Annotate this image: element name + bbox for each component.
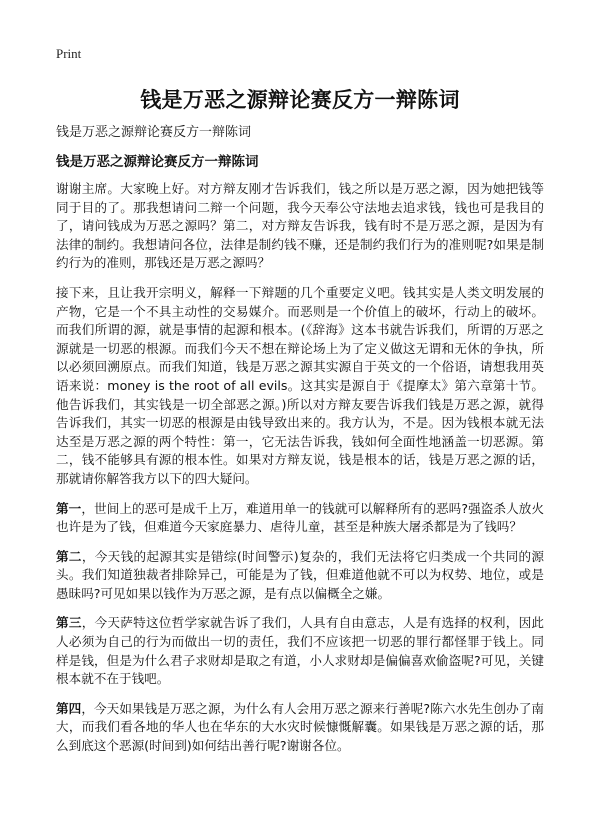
paragraph-lead: 第四	[56, 700, 82, 716]
paragraph-lead: 第三	[56, 615, 82, 631]
print-link[interactable]: Print	[56, 46, 82, 61]
paragraph-text: 接下来，且让我开宗明义，解释一下辩题的几个重要定义吧。钱其实是人类文明发展的产物，它是一个不具主动性的交易媒介。而恶则是一个价值上的破坏，行动上的破坏。而我们所谓的源，就是事情的起源和根本。(《辞海》这本书就告诉我们，所谓的万恶之源就是一切恶的根源。而我们今天不想在辩论场上为了定义做这无谓和无休的争执，所以必须回溯原点。而我们知道，钱是万恶之源其实源自于英文的一个俗语，请想我用英语来说：money is the root of all evils。这其实是源自于《提摩太》第六章第十节。他告诉我们，其实钱是一切全部恶之源。)所以对方辩友要告诉我们钱是万恶之源，就得告诉我们，其实一切恶的根源是由钱导致出来的。我方认为，不是。因为钱根本就无法达至是万恶之源的两个特性：第一，它无法告诉我，钱如何全面性地涵盖一切恶源。第二，钱不能够具有源的根本性。如果对方辩友说，钱是根本的话，钱是万恶之源的话，那就请你解答我方以下的四大疑问。	[56, 284, 544, 486]
paragraph-text: ，今天萨特这位哲学家就告诉了我们，人具有自由意志，人是有选择的权利，因此人必须为自己的行为而做出一切的责任，我们不应该把一切恶的罪行都怪罪于钱上。同样是钱，但是为什么君子求财却是取之有道，小人求财却是偏偏喜欢偷盗呢?可见，关键根本就不在于钱吧。	[56, 615, 545, 687]
paragraph-definitions	[56, 284, 544, 489]
paragraph-point-3	[56, 614, 544, 688]
paragraph-lead: 第二	[56, 548, 82, 564]
paragraph-point-2	[56, 548, 544, 604]
paragraph-intro	[56, 180, 544, 273]
paragraph-text: ，世间上的恶可是成千上万，难道用单一的钱就可以解释所有的恶吗?强盗杀人放火也许是为了钱，但难道今天家庭暴力、虐待儿童，甚至是种族大屠杀都是为了钱吗？	[56, 500, 545, 535]
paragraph-text: 谢谢主席。大家晚上好。对方辩友刚才告诉我们，钱之所以是万恶之源，因为她把钱等同于目的了。那我想请问二辩一个问题，我今天奉公守法地去追求钱，钱也可是我目的了，请问钱成为万恶之源吗？第二，对方辩友告诉我，钱有时不是万恶之源，是因为有法律的制约。我想请问各位，法律是制约钱不赚，还是制约我们行为的准则呢?如果是制约行为的准则，那钱还是万恶之源吗？	[56, 181, 544, 271]
section-heading: 钱是万恶之源辩论赛反方一辩陈词	[56, 154, 259, 170]
paragraph-point-4	[56, 700, 544, 756]
paragraph-text: ，今天如果钱是万恶之源，为什么有人会用万恶之源来行善呢?陈六水先生创办了南大，而我们看各地的华人也在华东的大水灾时候慷慨解囊。如果钱是万恶之源的话，那么到底这个恶源(时间到)如何结出善行呢?谢谢各位。	[56, 700, 545, 754]
paragraph-point-1	[56, 500, 544, 537]
document-title: 钱是万恶之源辩论赛反方一辩陈词	[140, 88, 460, 112]
document-subtitle: 钱是万恶之源辩论赛反方一辩陈词	[56, 125, 252, 140]
document-body	[56, 180, 544, 767]
paragraph-text: ，今天钱的起源其实是错综(时间警示)复杂的，我们无法将它归类成一个共同的源头。我们知道独裁者排除异己，可能是为了钱，但难道他就不可以为权势、地位，或是愚昧吗?可见如果以钱作为万恶之源，是有点以偏概全之嫌。	[56, 548, 545, 601]
paragraph-lead: 第一	[56, 500, 82, 516]
